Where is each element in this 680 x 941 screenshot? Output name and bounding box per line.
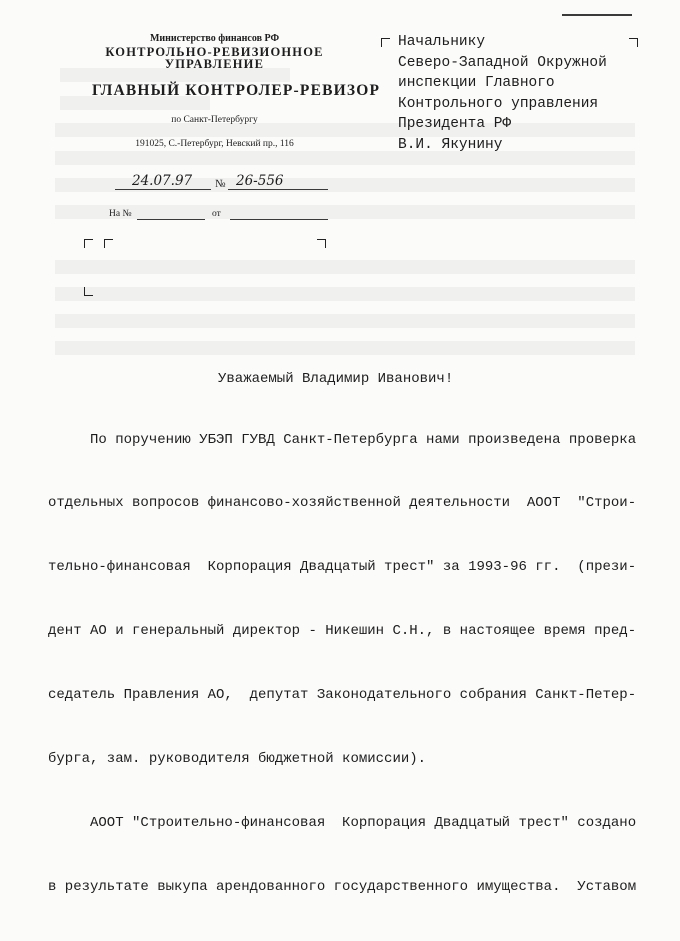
body-line: отдельных вопросов финансово-хозяйственной деятельности АООТ "Строи-	[48, 495, 637, 512]
body-line: седатель Правления АО, депутат Законодательного собрания Санкт-Петер-	[48, 687, 637, 704]
body-line: По поручению УБЭП ГУВД Санкт-Петербурга нами произведена проверка	[48, 431, 637, 448]
sender-city: по Санкт-Петербургу	[171, 115, 258, 125]
body-line: дент АО и генеральный директор - Никешин С.Н., в настоящее время пред-	[48, 623, 637, 640]
number-sign: №	[215, 178, 226, 190]
body-line: бурга, зам. руководителя бюджетной комиссии).	[48, 751, 427, 768]
reference-label: На №	[109, 209, 132, 219]
body-line: АООТ "Строительно-финансовая Корпорация Двадцатый трест" создано	[48, 814, 637, 831]
bleed-through	[55, 287, 635, 301]
bleed-through	[55, 260, 635, 274]
bleed-through	[55, 341, 635, 355]
salutation: Уважаемый Владимир Иванович!	[218, 371, 454, 387]
department-name-line1: КОНТРОЛЬНО-РЕВИЗИОННОЕ	[105, 45, 324, 59]
body-line: тельно-финансовая Корпорация Двадцатый трест" за 1993-96 гг. (прези-	[48, 559, 637, 576]
corner-mark	[104, 239, 113, 248]
reference-number-blank	[137, 219, 205, 220]
body-line: в результате выкупа арендованного государственного имущества. Уставом	[48, 878, 637, 895]
addressee-line: Северо-Западной Окружной	[398, 54, 607, 71]
addressee-line: инспекции Главного	[398, 75, 555, 92]
registration-date: 24.07.97	[132, 173, 193, 189]
bleed-through	[55, 314, 635, 328]
corner-mark	[629, 38, 638, 47]
ministry-name: Министерство финансов РФ	[149, 33, 280, 44]
reference-from-label: от	[212, 209, 221, 219]
corner-mark	[84, 287, 93, 296]
addressee-line: Контрольного управления	[398, 95, 599, 112]
registration-number: 26-556	[236, 173, 284, 189]
sender-address: 191025, С.-Петербург, Невский пр., 116	[135, 139, 294, 149]
reference-date-blank	[230, 219, 328, 220]
addressee-line: Президента РФ	[398, 116, 512, 133]
sender-title: ГЛАВНЫЙ КОНТРОЛЕР-РЕВИЗОР	[92, 82, 381, 99]
number-underline	[228, 189, 328, 190]
addressee-block	[398, 32, 607, 156]
corner-mark	[84, 239, 93, 248]
letter-body	[48, 387, 636, 941]
corner-mark	[381, 38, 390, 47]
date-underline	[115, 189, 211, 190]
corner-mark	[317, 239, 326, 248]
addressee-line: Начальнику	[398, 34, 486, 50]
department-name-line2: УПРАВЛЕНИЕ	[164, 57, 265, 71]
bleed-through	[55, 205, 635, 219]
scan-edge-line	[562, 14, 632, 16]
addressee-line: В.И. Якунину	[398, 136, 503, 153]
